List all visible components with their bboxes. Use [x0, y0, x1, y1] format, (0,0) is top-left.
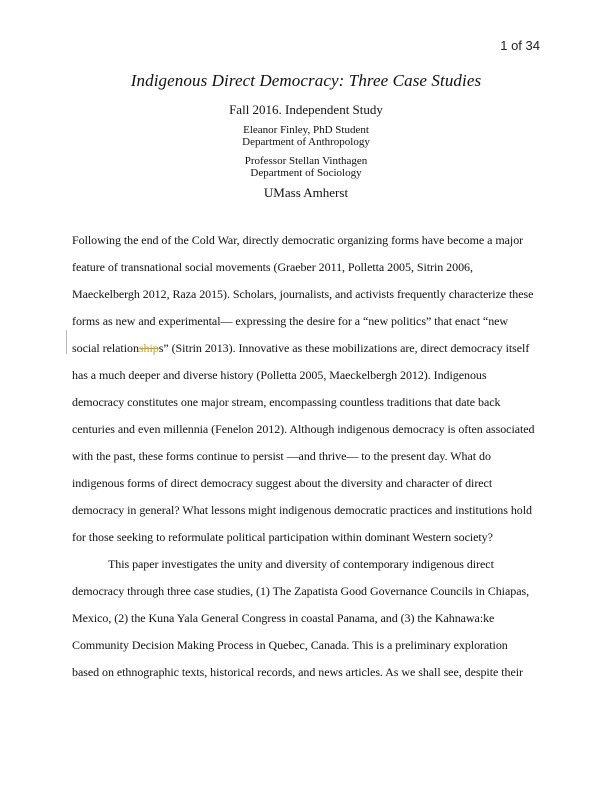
- body-line: democracy through three case studies, (1) The Zapatista Good Governance Councils in Chiapas,: [72, 584, 530, 598]
- body-line: feature of transnational social movements (Graeber 2011, Polletta 2005, Sitrin 2006,: [72, 260, 473, 274]
- body-line: democracy in general? What lessons might indigenous democratic practices and institutions hold: [72, 503, 532, 517]
- body-line: with the past, these forms continue to persist —and thrive— to the present day. What do: [72, 449, 491, 463]
- body-line: Mexico, (2) the Kuna Yala General Congress in coastal Panama, and (3) the Kahnawa:ke: [72, 611, 495, 625]
- body-line: This paper investigates the unity and diversity of contemporary indigenous direct: [108, 557, 494, 571]
- body-line: Community Decision Making Process in Quebec, Canada. This is a preliminary exploration: [72, 638, 508, 652]
- body-line: indigenous forms of direct democracy suggest about the diversity and character of direct: [72, 476, 493, 490]
- body-line-with-edit: [72, 341, 552, 356]
- author-name-2: Professor Stellan Vinthagen: [244, 155, 368, 167]
- document-subtitle: Fall 2016. Independent Study: [229, 102, 383, 117]
- body-line: democracy constitutes one major stream, encompassing countless traditions that date back: [72, 395, 501, 409]
- author-name-1: Eleanor Finley, PhD Student: [243, 124, 369, 136]
- document-title: Indigenous Direct Democracy: Three Case Studies: [130, 71, 482, 90]
- body-line: centuries and even millennia (Fenelon 2012). Although indigenous democracy is often associated: [72, 422, 535, 436]
- body-line: for those seeking to reformulate political participation within dominant Western society?: [72, 530, 493, 544]
- institution: UMass Amherst: [263, 185, 349, 200]
- author-department-2: Department of Sociology: [250, 167, 362, 179]
- page-number: 1 of 34: [500, 38, 540, 53]
- body-text-segment: s” (Sitrin 2013). Innovative as these mobilizations are, direct democracy itself: [158, 341, 530, 355]
- tracked-deletion: ship: [138, 341, 159, 355]
- body-line: Maeckelbergh 2012, Raza 2015). Scholars, journalists, and activists frequently characterize these: [72, 287, 534, 301]
- body-text-segment: social relation: [72, 341, 139, 355]
- body-line: forms as new and experimental— expressing the desire for a “new politics” that enact “new: [72, 314, 509, 328]
- revision-margin-marker: [66, 330, 67, 354]
- body-line: Following the end of the Cold War, directly democratic organizing forms have become a major: [72, 233, 524, 247]
- body-line: based on ethnographic texts, historical records, and news articles. As we shall see, despite their: [72, 665, 523, 679]
- body-line: has a much deeper and diverse history (Polletta 2005, Maeckelbergh 2012). Indigenous: [72, 368, 487, 382]
- author-department-1: Department of Anthropology: [242, 136, 370, 148]
